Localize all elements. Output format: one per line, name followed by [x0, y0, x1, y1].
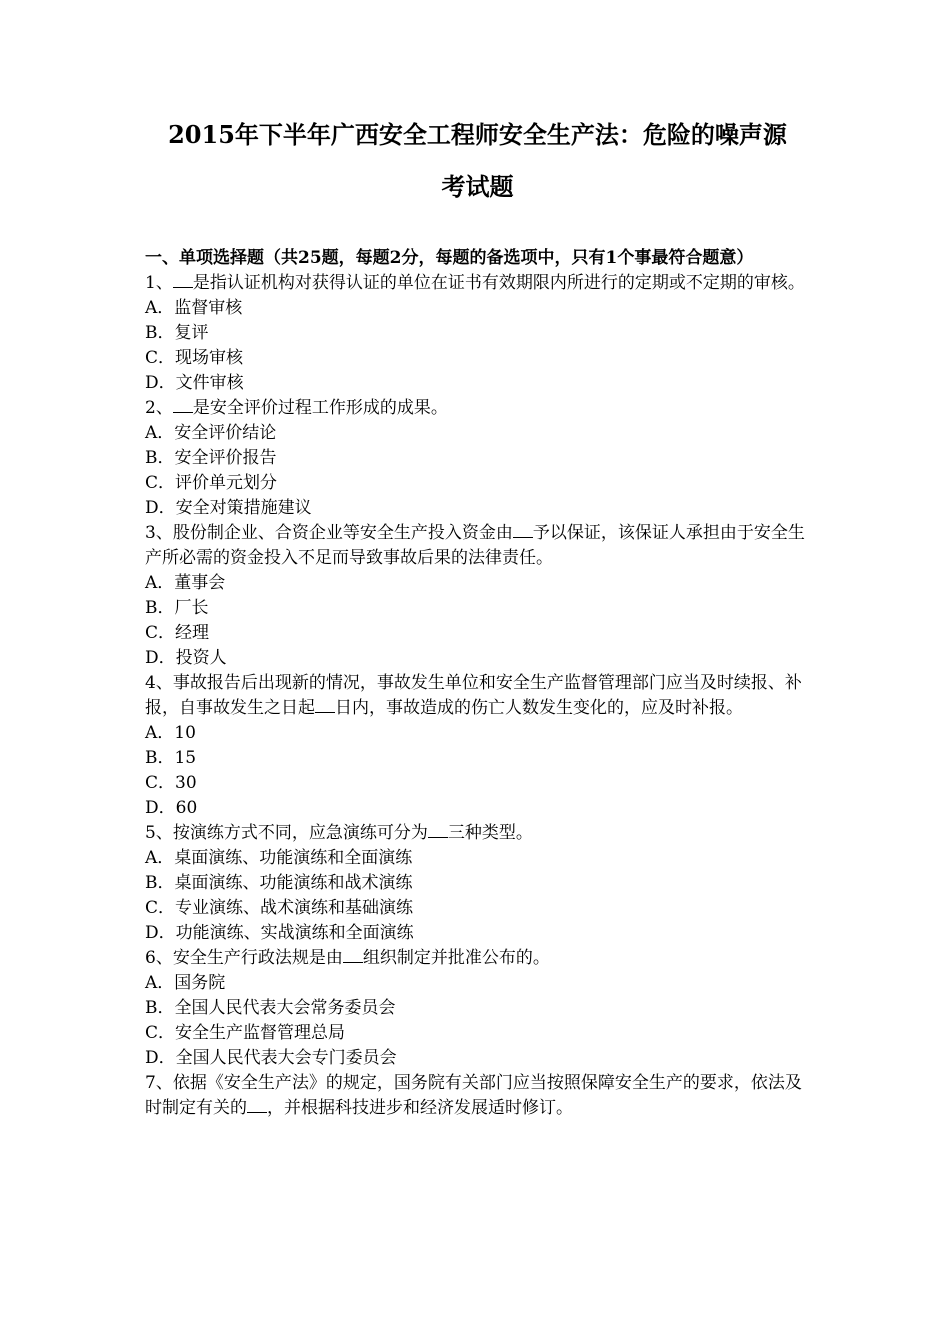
answer-option: A．10 — [145, 723, 196, 743]
question-stem-before: 4、事故报告后出现新的情况，事故发生单位和安全生产监督管理部门应当及时续报、补报，自事故发生之日起 — [145, 673, 802, 718]
question-stem-after: ，并根据科技进步和经济发展适时修订。 — [267, 1098, 573, 1118]
answer-option: B．安全评价报告 — [145, 448, 277, 468]
answer-option: D．投资人 — [145, 648, 227, 668]
answer-option: D．功能演练、实战演练和全面演练 — [145, 923, 414, 943]
question-stem-before: 7、依据《安全生产法》的规定，国务院有关部门应当按照保障安全生产的要求，依法及时制定有关的 — [145, 1073, 802, 1118]
answer-option: D．安全对策措施建议 — [145, 498, 312, 518]
answer-option: D．文件审核 — [145, 373, 244, 393]
question-stem-before: 1、 — [145, 273, 173, 293]
question-stem-after: 三种类型。 — [447, 823, 533, 843]
question-stem-before: 6、安全生产行政法规是由 — [145, 948, 343, 968]
question-list — [145, 271, 810, 1121]
answer-option: B．复评 — [145, 323, 209, 343]
question-stem — [145, 1071, 810, 1121]
question-stem — [145, 521, 810, 571]
question-stem-after: 是指认证机构对获得认证的单位在证书有效期限内所进行的定期或不定期的审核。 — [192, 273, 805, 293]
answer-option: A．桌面演练、功能演练和全面演练 — [145, 848, 413, 868]
answer-option: D．60 — [145, 798, 198, 818]
answer-option: C．评价单元划分 — [145, 473, 278, 493]
question-stem-after: 是安全评价过程工作形成的成果。 — [192, 398, 448, 418]
question-stem-after: 予以保证，该保证人承担由于安全生产所必需的资金投入不足而导致事故后果的法律责任。 — [145, 523, 805, 568]
answer-option: A．安全评价结论 — [145, 423, 277, 443]
answer-option: A．董事会 — [145, 573, 226, 593]
answer-option: B．全国人民代表大会常务委员会 — [145, 998, 396, 1018]
question-stem — [145, 396, 810, 421]
answer-option: A．国务院 — [145, 973, 226, 993]
section-heading: 一、单项选择题（共25题，每题2分，每题的备选项中，只有1个事最符合题意） — [145, 248, 754, 268]
question-stem-after: 组织制定并批准公布的。 — [362, 948, 550, 968]
question-stem — [145, 671, 810, 721]
question-stem-before: 5、按演练方式不同，应急演练可分为 — [145, 823, 428, 843]
answer-option: B．厂长 — [145, 598, 209, 618]
fill-blank — [315, 698, 335, 713]
fill-blank — [513, 523, 533, 538]
answer-option: A．监督审核 — [145, 298, 243, 318]
fill-blank — [173, 398, 193, 413]
fill-blank — [173, 273, 193, 288]
document-body — [145, 246, 810, 1121]
question-stem — [145, 946, 810, 971]
answer-option: C．安全生产监督管理总局 — [145, 1023, 346, 1043]
answer-option: C．专业演练、战术演练和基础演练 — [145, 898, 414, 918]
document-title-line1: 2015年下半年广西安全工程师安全生产法：危险的噪声源 — [168, 120, 787, 149]
fill-blank — [343, 948, 363, 963]
fill-blank — [247, 1098, 267, 1113]
fill-blank — [428, 823, 448, 838]
question-stem-before: 3、股份制企业、合资企业等安全生产投入资金由 — [145, 523, 513, 543]
answer-option: B．桌面演练、功能演练和战术演练 — [145, 873, 413, 893]
answer-option: C．经理 — [145, 623, 210, 643]
answer-option: C．现场审核 — [145, 348, 244, 368]
question-stem — [145, 271, 810, 296]
answer-option: D．全国人民代表大会专门委员会 — [145, 1048, 397, 1068]
answer-option: C．30 — [145, 773, 197, 793]
document-title-line2: 考试题 — [441, 172, 514, 201]
answer-option: B．15 — [145, 748, 197, 768]
question-stem-before: 2、 — [145, 398, 173, 418]
question-stem — [145, 821, 810, 846]
question-stem-after: 日内，事故造成的伤亡人数发生变化的，应及时补报。 — [335, 698, 743, 718]
